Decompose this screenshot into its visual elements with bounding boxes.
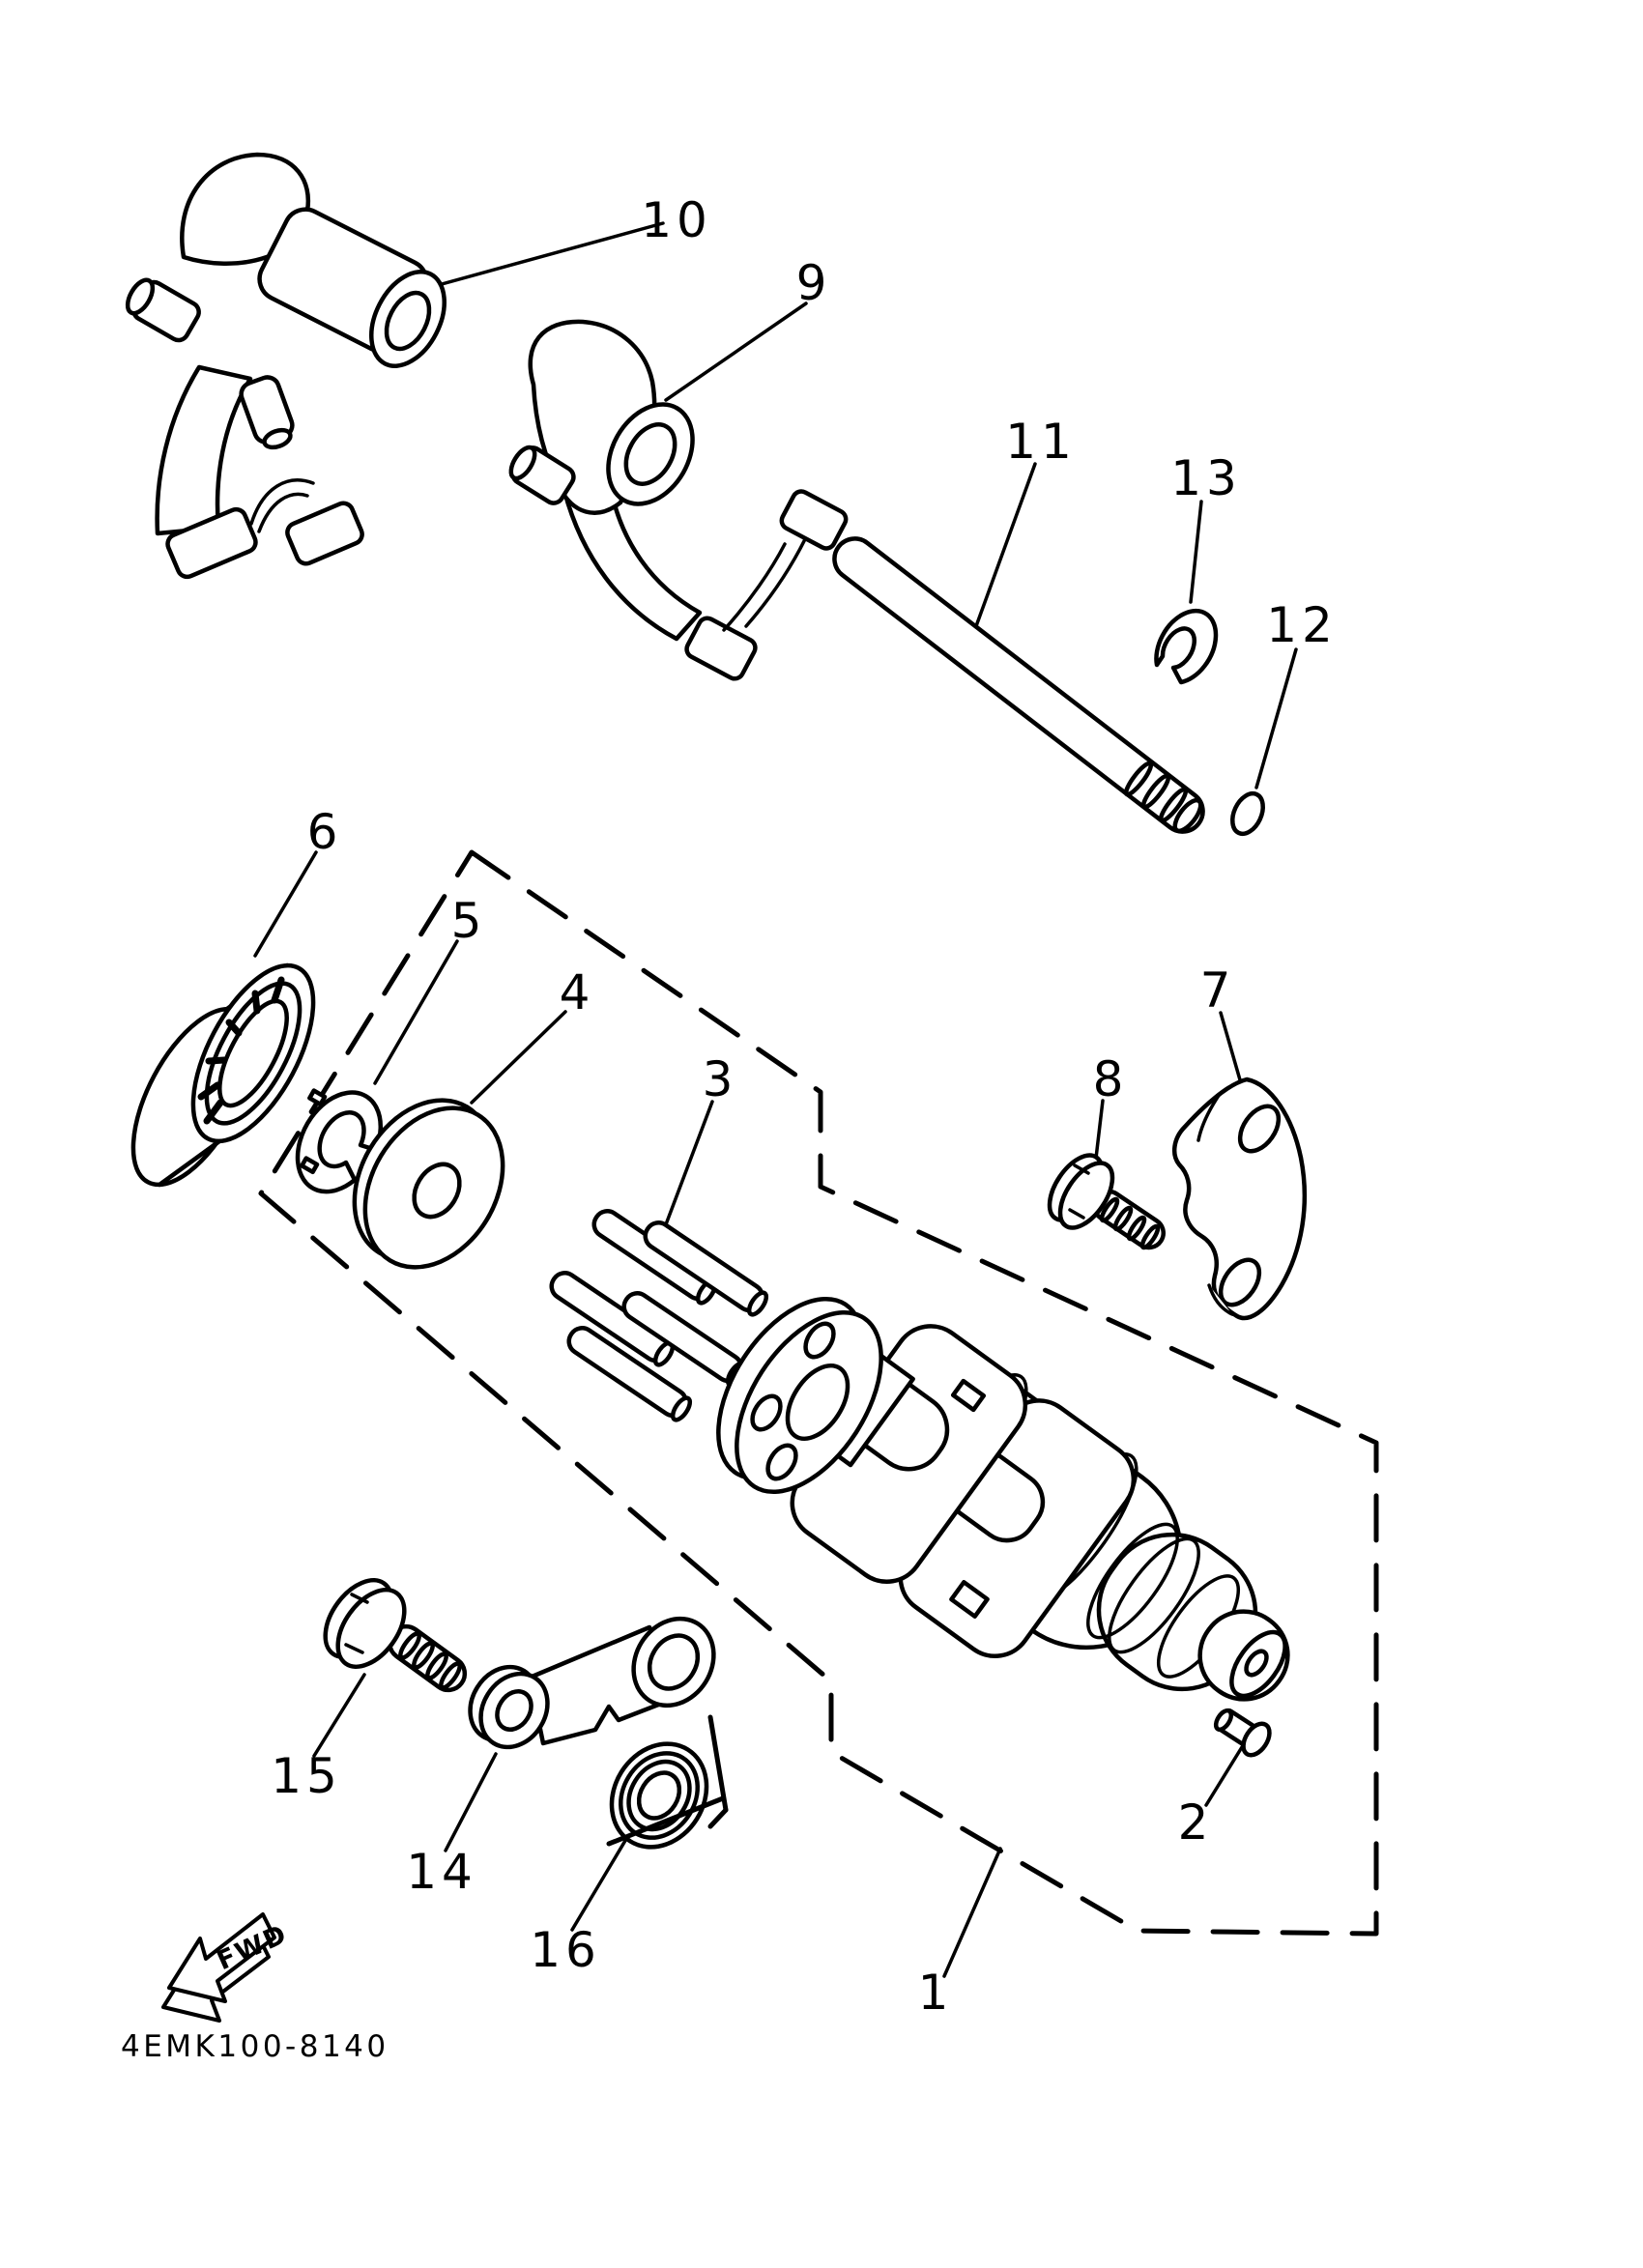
- part-9-shift-fork: [506, 322, 850, 682]
- part-2-pin: [1213, 1708, 1275, 1761]
- part-code-text: 4EMK100-8140: [121, 2029, 389, 2064]
- fwd-arrow-icon: [163, 1914, 293, 2021]
- callout-13-label: 13: [1170, 450, 1242, 506]
- leader-3: [660, 1102, 712, 1240]
- leader-lines: [255, 223, 1296, 1976]
- leader-14: [446, 1754, 496, 1851]
- callout-16-label: 16: [530, 1922, 601, 1978]
- callout-1-label: 1: [917, 1965, 954, 2021]
- callout-8-label: 8: [1092, 1051, 1129, 1107]
- part-14-lever: [457, 1603, 730, 1759]
- part-11-fork-guide-bar: [826, 531, 1211, 840]
- callout-4-label: 4: [559, 964, 595, 1020]
- leader-16: [572, 1839, 626, 1930]
- leader-4: [472, 1012, 565, 1103]
- fwd-label: FWD: [212, 1918, 293, 1977]
- callout-14-label: 14: [406, 1844, 477, 1900]
- callout-6-label: 6: [306, 804, 343, 860]
- leader-6: [255, 852, 316, 956]
- shift-cam-drum: [689, 1274, 1305, 1716]
- callout-12-label: 12: [1266, 597, 1338, 653]
- part-12-washer: [1226, 789, 1269, 839]
- leader-13: [1191, 502, 1201, 602]
- leader-7: [1221, 1013, 1241, 1083]
- leader-10: [414, 223, 663, 292]
- leader-11: [968, 464, 1035, 647]
- part-16-torsion-spring: [592, 1717, 726, 1865]
- part-13-circlip: [1156, 611, 1216, 682]
- part-10-shift-fork: [123, 155, 459, 580]
- part-7-stopper-plate: [1174, 1079, 1305, 1318]
- callout-5-label: 5: [450, 893, 487, 949]
- leader-1: [944, 1849, 1000, 1976]
- leader-15: [314, 1675, 364, 1756]
- callout-7-label: 7: [1199, 962, 1236, 1019]
- callout-10-label: 10: [641, 192, 712, 248]
- callout-3-label: 3: [702, 1051, 738, 1107]
- callout-2-label: 2: [1177, 1794, 1214, 1851]
- callout-11-label: 11: [1005, 414, 1077, 470]
- callout-15-label: 15: [271, 1748, 342, 1804]
- leader-12: [1256, 649, 1296, 788]
- leader-9: [666, 303, 806, 400]
- part-15-bolt: [312, 1568, 472, 1697]
- leader-5: [375, 941, 457, 1083]
- part-8-bolt: [1039, 1146, 1168, 1252]
- callout-9-label: 9: [795, 255, 832, 311]
